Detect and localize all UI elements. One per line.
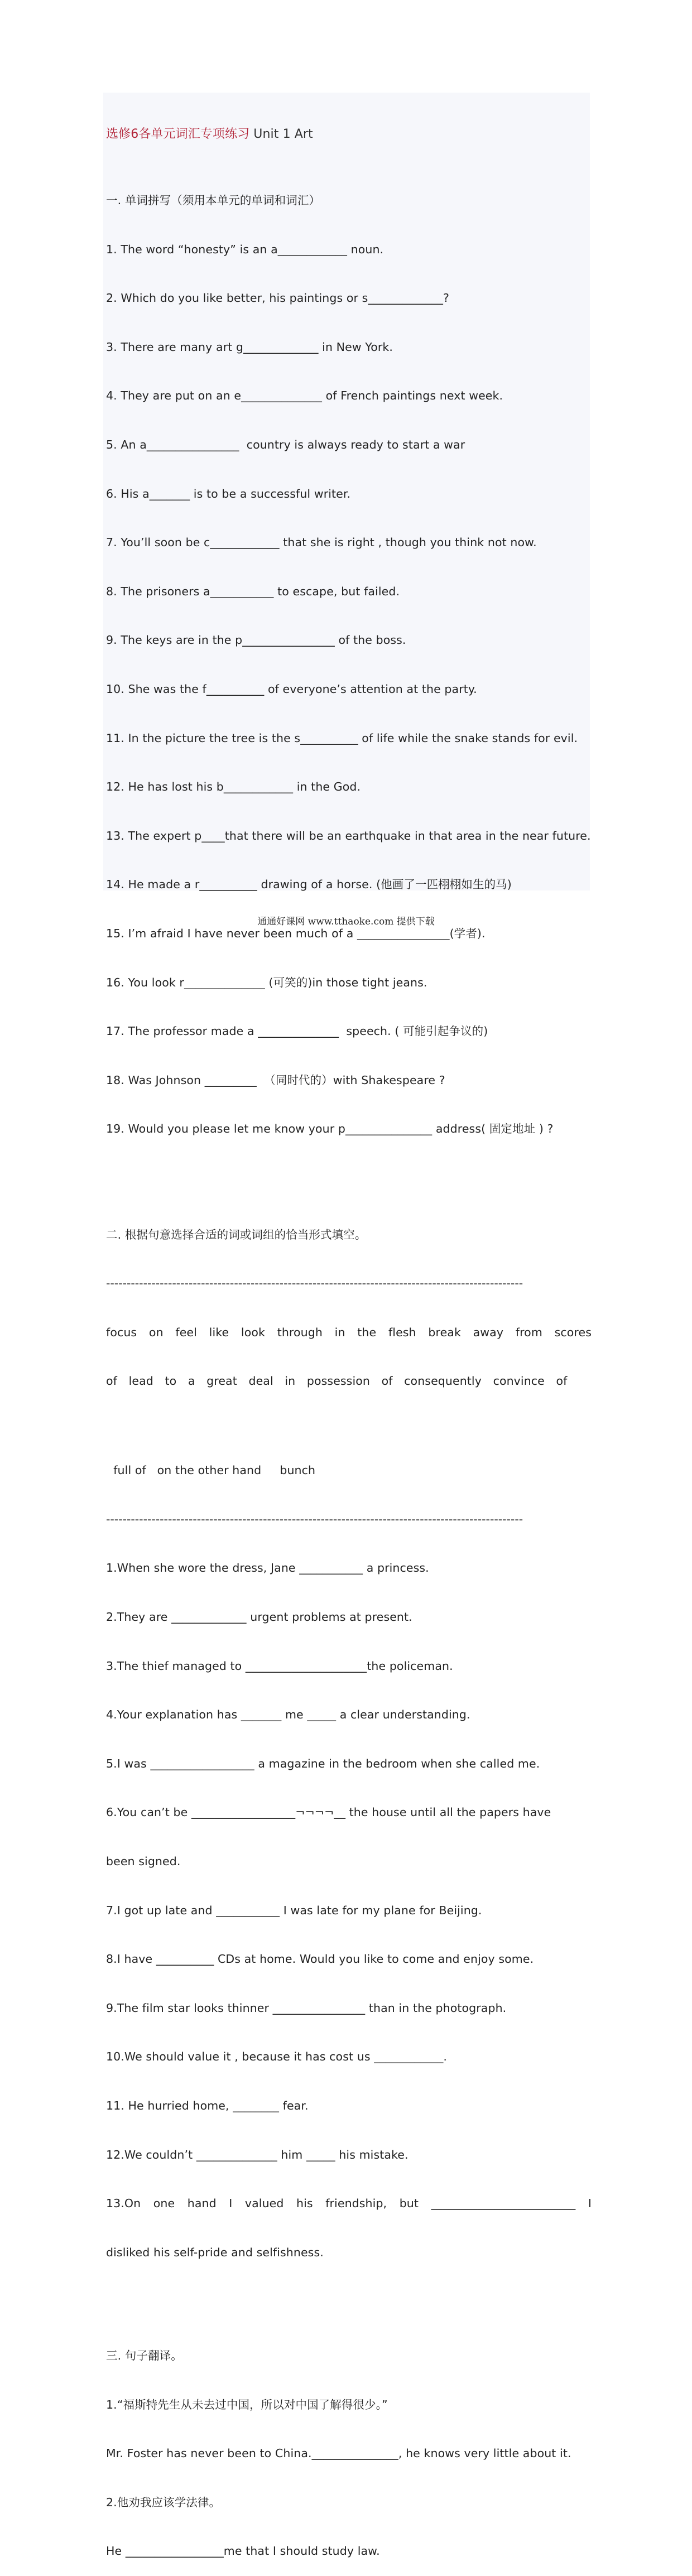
fill-item: 5.I was __________________ a magazine in the bedroom when she called me. (106, 1756, 540, 1770)
spelling-item: 9. The keys are in the p________________ of the boss. (106, 633, 406, 647)
spelling-item: 15. I’m afraid I have never been much of a ________________(学者). (106, 926, 486, 940)
title-chinese: 选修6各单元词汇专项练习 (106, 127, 250, 142)
spelling-item: 13. The expert p____that there will be an earthquake in that area in the near future. (106, 829, 591, 842)
spelling-item: 10. She was the f__________ of everyone’s attention at the party. (106, 682, 477, 696)
divider-top: ----------------------------------------------------------------------------------------------------- (106, 1277, 523, 1291)
word-bank-line: of lead to a great deal in possession of consequently convince of (106, 1374, 568, 1388)
section3-heading: 三. 句子翻译。 (106, 2348, 182, 2362)
fill-item: 9.The film star looks thinner ________________ than in the photograph. (106, 2001, 507, 2015)
spelling-item: 18. Was Johnson _________ （同时代的）with Shakespeare ? (106, 1073, 445, 1087)
spacer (106, 2310, 592, 2315)
worksheet-title (106, 125, 592, 143)
spelling-item: 4. They are put on an e______________ of French paintings next week. (106, 389, 503, 403)
spelling-item: 19. Would you please let me know your p_______________ address( 固定地址 ) ? (106, 1122, 554, 1136)
title-english: Unit 1 Art (249, 127, 313, 142)
spelling-item: 17. The professor made a ______________ speech. ( 可能引起争议的) (106, 1024, 488, 1038)
word-bank-line: focus on feel like look through in the flesh break away from scores (106, 1325, 592, 1339)
section1-heading: 一. 单词拼写（须用本单元的单词和词汇） (106, 194, 321, 208)
spelling-item: 3. There are many art g_____________ in New York. (106, 340, 393, 354)
fill-item: 4.Your explanation has _______ me _____ a clear understanding. (106, 1708, 470, 1722)
fill-item: 7.I got up late and ___________ I was late for my plane for Beijing. (106, 1903, 482, 1917)
fill-item: 3.The thief managed to _____________________the policeman. (106, 1659, 453, 1673)
word-bank-line: full of on the other hand bunch (106, 1463, 316, 1477)
fill-item: 13.On one hand I valued his friendship, but _________________________ I (106, 2197, 592, 2211)
section2-heading: 二. 根据句意选择合适的词或词组的恰当形式填空。 (106, 1227, 367, 1241)
fill-item: 6.You can’t be __________________¬¬¬¬__ the house until all the papers have (106, 1805, 551, 1819)
spelling-item: 11. In the picture the tree is the s__________ of life while the snake stands for evil. (106, 731, 578, 745)
spelling-item: 14. He made a r__________ drawing of a horse. (他画了一匹栩栩如生的马) (106, 878, 512, 892)
fill-item: 10.We should value it , because it has cost us ____________. (106, 2050, 448, 2064)
spelling-item: 5. An a________________ country is always ready to start a war (106, 437, 465, 451)
fill-item: 1.When she wore the dress, Jane ___________ a princess. (106, 1561, 429, 1575)
translation-line: He _________________me that I should study law. (106, 2544, 380, 2558)
fill-item: disliked his self-pride and selfishness. (106, 2245, 324, 2259)
translation-line: Mr. Foster has never been to China._______________, he knows very little about it. (106, 2447, 571, 2461)
worksheet (106, 93, 592, 2576)
spelling-item: 2. Which do you like better, his paintings or s_____________? (106, 291, 449, 305)
fill-item: 12.We couldn’t ______________ him _____ his mistake. (106, 2148, 409, 2161)
spelling-item: 7. You’ll soon be c____________ that she is right , though you think not now. (106, 536, 537, 550)
fill-item: 8.I have __________ CDs at home. Would you like to come and enjoy some. (106, 1952, 534, 1966)
fill-item: been signed. (106, 1855, 181, 1869)
fill-item: 11. He hurried home, ________ fear. (106, 2099, 309, 2112)
spelling-item: 1. The word “honesty” is an a____________ noun. (106, 242, 384, 256)
spacer (106, 1186, 592, 1194)
spelling-item: 8. The prisoners a___________ to escape, but failed. (106, 584, 400, 598)
spacer (106, 1422, 592, 1430)
spelling-item: 12. He has lost his b____________ in the God. (106, 780, 361, 794)
divider-bottom: ----------------------------------------------------------------------------------------------------- (106, 1512, 523, 1526)
translation-line: 2.他劝我应该学法律。 (106, 2495, 221, 2509)
spelling-item: 6. His a_______ is to be a successful writer. (106, 487, 351, 500)
spelling-item: 16. You look r______________ (可笑的)in those tight jeans. (106, 975, 427, 989)
fill-item: 2.They are _____________ urgent problems at present. (106, 1610, 412, 1624)
footer-credit: 通通好课网 www.tthaoke.com 提供下载 (257, 916, 435, 927)
translation-line: 1.“福斯特先生从未去过中国，所以对中国了解得很少。” (106, 2397, 388, 2411)
